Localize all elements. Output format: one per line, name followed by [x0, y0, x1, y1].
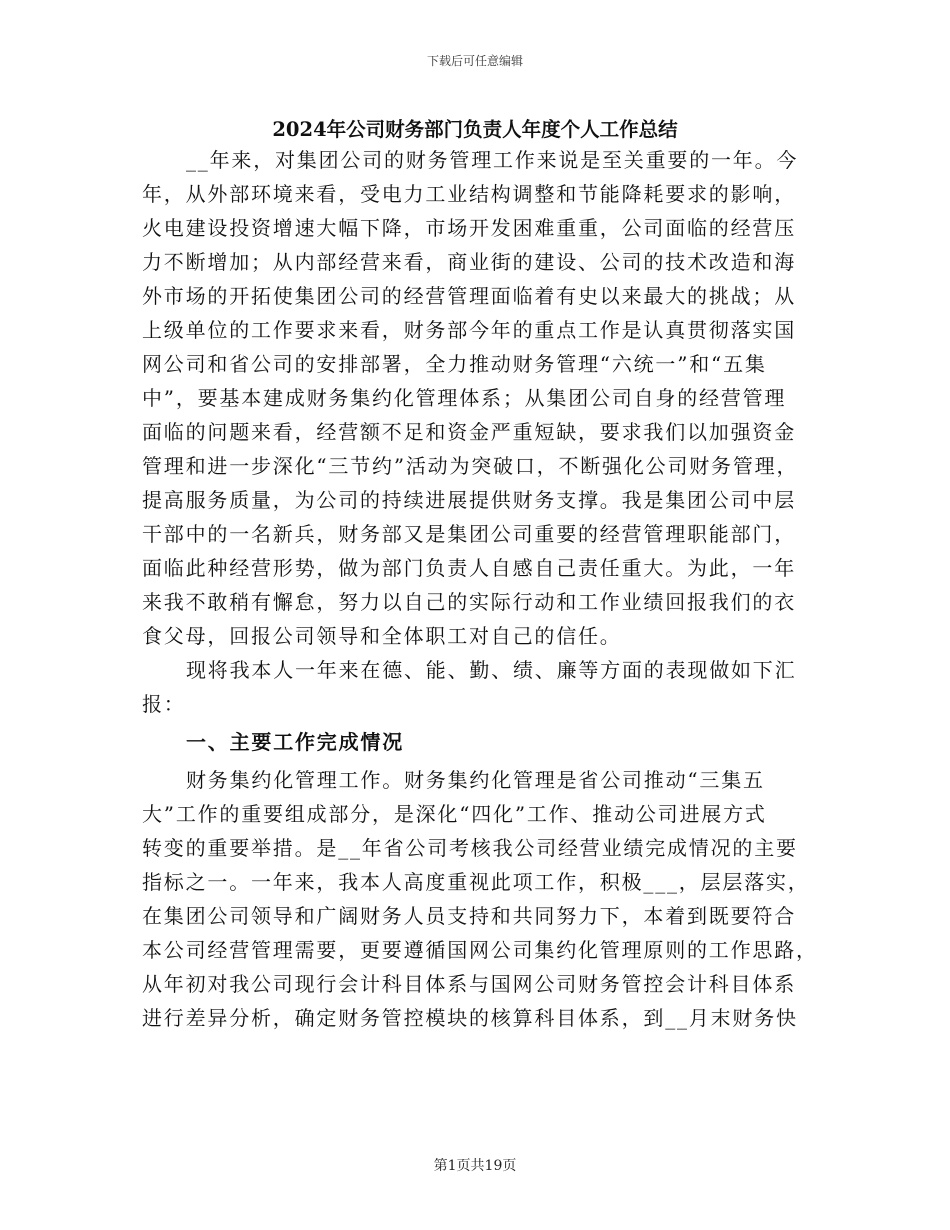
- body-line: __年来，对集团公司的财务管理工作来说是至关重要的一年。今: [186, 148, 799, 172]
- body-line: 干部中的一名新兵，财务部又是集团公司重要的经营管理职能部门，: [142, 522, 796, 546]
- body-line: 管理和进一步深化“三节约”活动为突破口，不断强化公司财务管理，: [142, 454, 799, 478]
- body-line: 火电建设投资增速大幅下降，市场开发困难重重，公司面临的经营压: [142, 216, 796, 240]
- body-line: 外市场的开拓使集团公司的经营管理面临着有史以来最大的挑战；从: [142, 284, 796, 308]
- section-heading: 一、主要工作完成情况: [186, 730, 404, 754]
- body-line: 转变的重要举措。是__年省公司考核我公司经营业绩完成情况的主要: [142, 836, 798, 860]
- body-line: 面临的问题来看，经营额不足和资金严重短缺，要求我们以加强资金: [142, 420, 796, 444]
- body-line: 来我不敢稍有懈怠，努力以自己的实际行动和工作业绩回报我们的衣: [142, 590, 796, 614]
- body-line: 力不断增加；从内部经营来看，商业街的建设、公司的技术改造和海: [142, 250, 796, 274]
- body-line: 本公司经营管理需要，更要遵循国网公司集约化管理原则的工作思路，: [142, 938, 818, 962]
- body-line: 食父母，回报公司领导和全体职工对自己的信任。: [142, 624, 622, 648]
- body-line: 财务集约化管理工作。财务集约化管理是省公司推动“三集五: [186, 768, 765, 792]
- body-line: 中”，要基本建成财务集约化管理体系；从集团公司自身的经营管理: [142, 386, 787, 410]
- body-line: 面临此种经营形势，做为部门负责人自感自己责任重大。为此，一年: [142, 556, 796, 580]
- body-line: 网公司和省公司的安排部署，全力推动财务管理“六统一”和“五集: [142, 352, 767, 376]
- body-line: 年，从外部环境来看，受电力工业结构调整和节能降耗要求的影响，: [142, 182, 796, 206]
- body-line: 进行差异分析，确定财务管控模块的核算科目体系，到__月末财务快: [142, 1006, 798, 1030]
- body-line: 在集团公司领导和广阔财务人员支持和共同努力下，本着到既要符合: [142, 904, 796, 928]
- document-title: 2024年公司财务部门负责人年度个人工作总结: [272, 118, 678, 141]
- body-line: 现将我本人一年来在德、能、勤、绩、廉等方面的表现做如下汇: [186, 658, 797, 682]
- body-line: 提高服务质量，为公司的持续进展提供财务支撑。我是集团公司中层: [142, 488, 796, 512]
- body-line: 报：: [142, 692, 186, 716]
- page-footer: 第1页共19页: [433, 1158, 517, 1174]
- body-line: 大”工作的重要组成部分，是深化“四化”工作、推动公司进展方式: [142, 802, 767, 826]
- body-line: 指标之一。一年来，我本人高度重视此项工作，积极___，层层落实，: [142, 870, 810, 894]
- header-note: 下载后可任意编辑: [426, 54, 523, 68]
- body-line: 从年初对我公司现行会计科目体系与国网公司财务管控会计科目体系: [142, 972, 796, 996]
- body-line: 上级单位的工作要求来看，财务部今年的重点工作是认真贯彻落实国: [142, 318, 796, 342]
